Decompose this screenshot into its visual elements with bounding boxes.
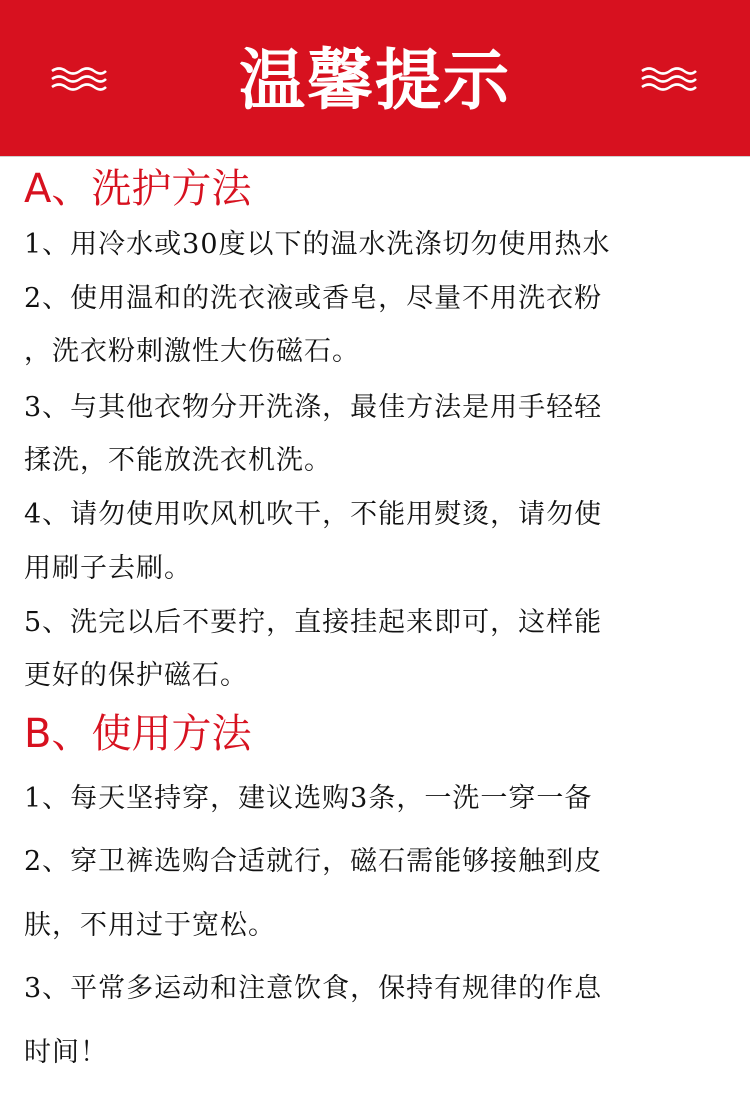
- wave-icon: [640, 66, 698, 92]
- section-heading-care: A、洗护方法: [24, 166, 252, 212]
- care-line: 更好的保护磁石。: [24, 660, 248, 691]
- section-heading-usage: B、使用方法: [24, 711, 252, 757]
- care-line: 1、用冷水或30度以下的温水洗涤切勿使用热水: [24, 229, 611, 260]
- care-line: 2、使用温和的洗衣液或香皂，尽量不用洗衣粉: [24, 283, 603, 314]
- usage-line: 1、每天坚持穿，建议选购3条，一洗一穿一备: [24, 783, 593, 814]
- care-line: 用刷子去刷。: [24, 553, 192, 584]
- care-line: 3、与其他衣物分开洗涤，最佳方法是用手轻轻: [24, 392, 603, 423]
- usage-line: 3、平常多运动和注意饮食，保持有规律的作息: [24, 973, 603, 1004]
- care-line: 揉洗，不能放洗衣机洗。: [24, 445, 332, 476]
- usage-line: 时间！: [24, 1037, 108, 1068]
- care-line: ，洗衣粉刺激性大伤磁石。: [24, 336, 360, 367]
- usage-line: 肤，不用过于宽松。: [24, 910, 276, 941]
- header-banner: [0, 0, 750, 157]
- care-line: 4、请勿使用吹风机吹干，不能用熨烫，请勿使: [24, 499, 603, 530]
- page-title: 温馨提示: [239, 42, 511, 119]
- care-line: 5、洗完以后不要拧，直接挂起来即可，这样能: [24, 607, 603, 638]
- usage-line: 2、穿卫裤选购合适就行，磁石需能够接触到皮: [24, 846, 603, 877]
